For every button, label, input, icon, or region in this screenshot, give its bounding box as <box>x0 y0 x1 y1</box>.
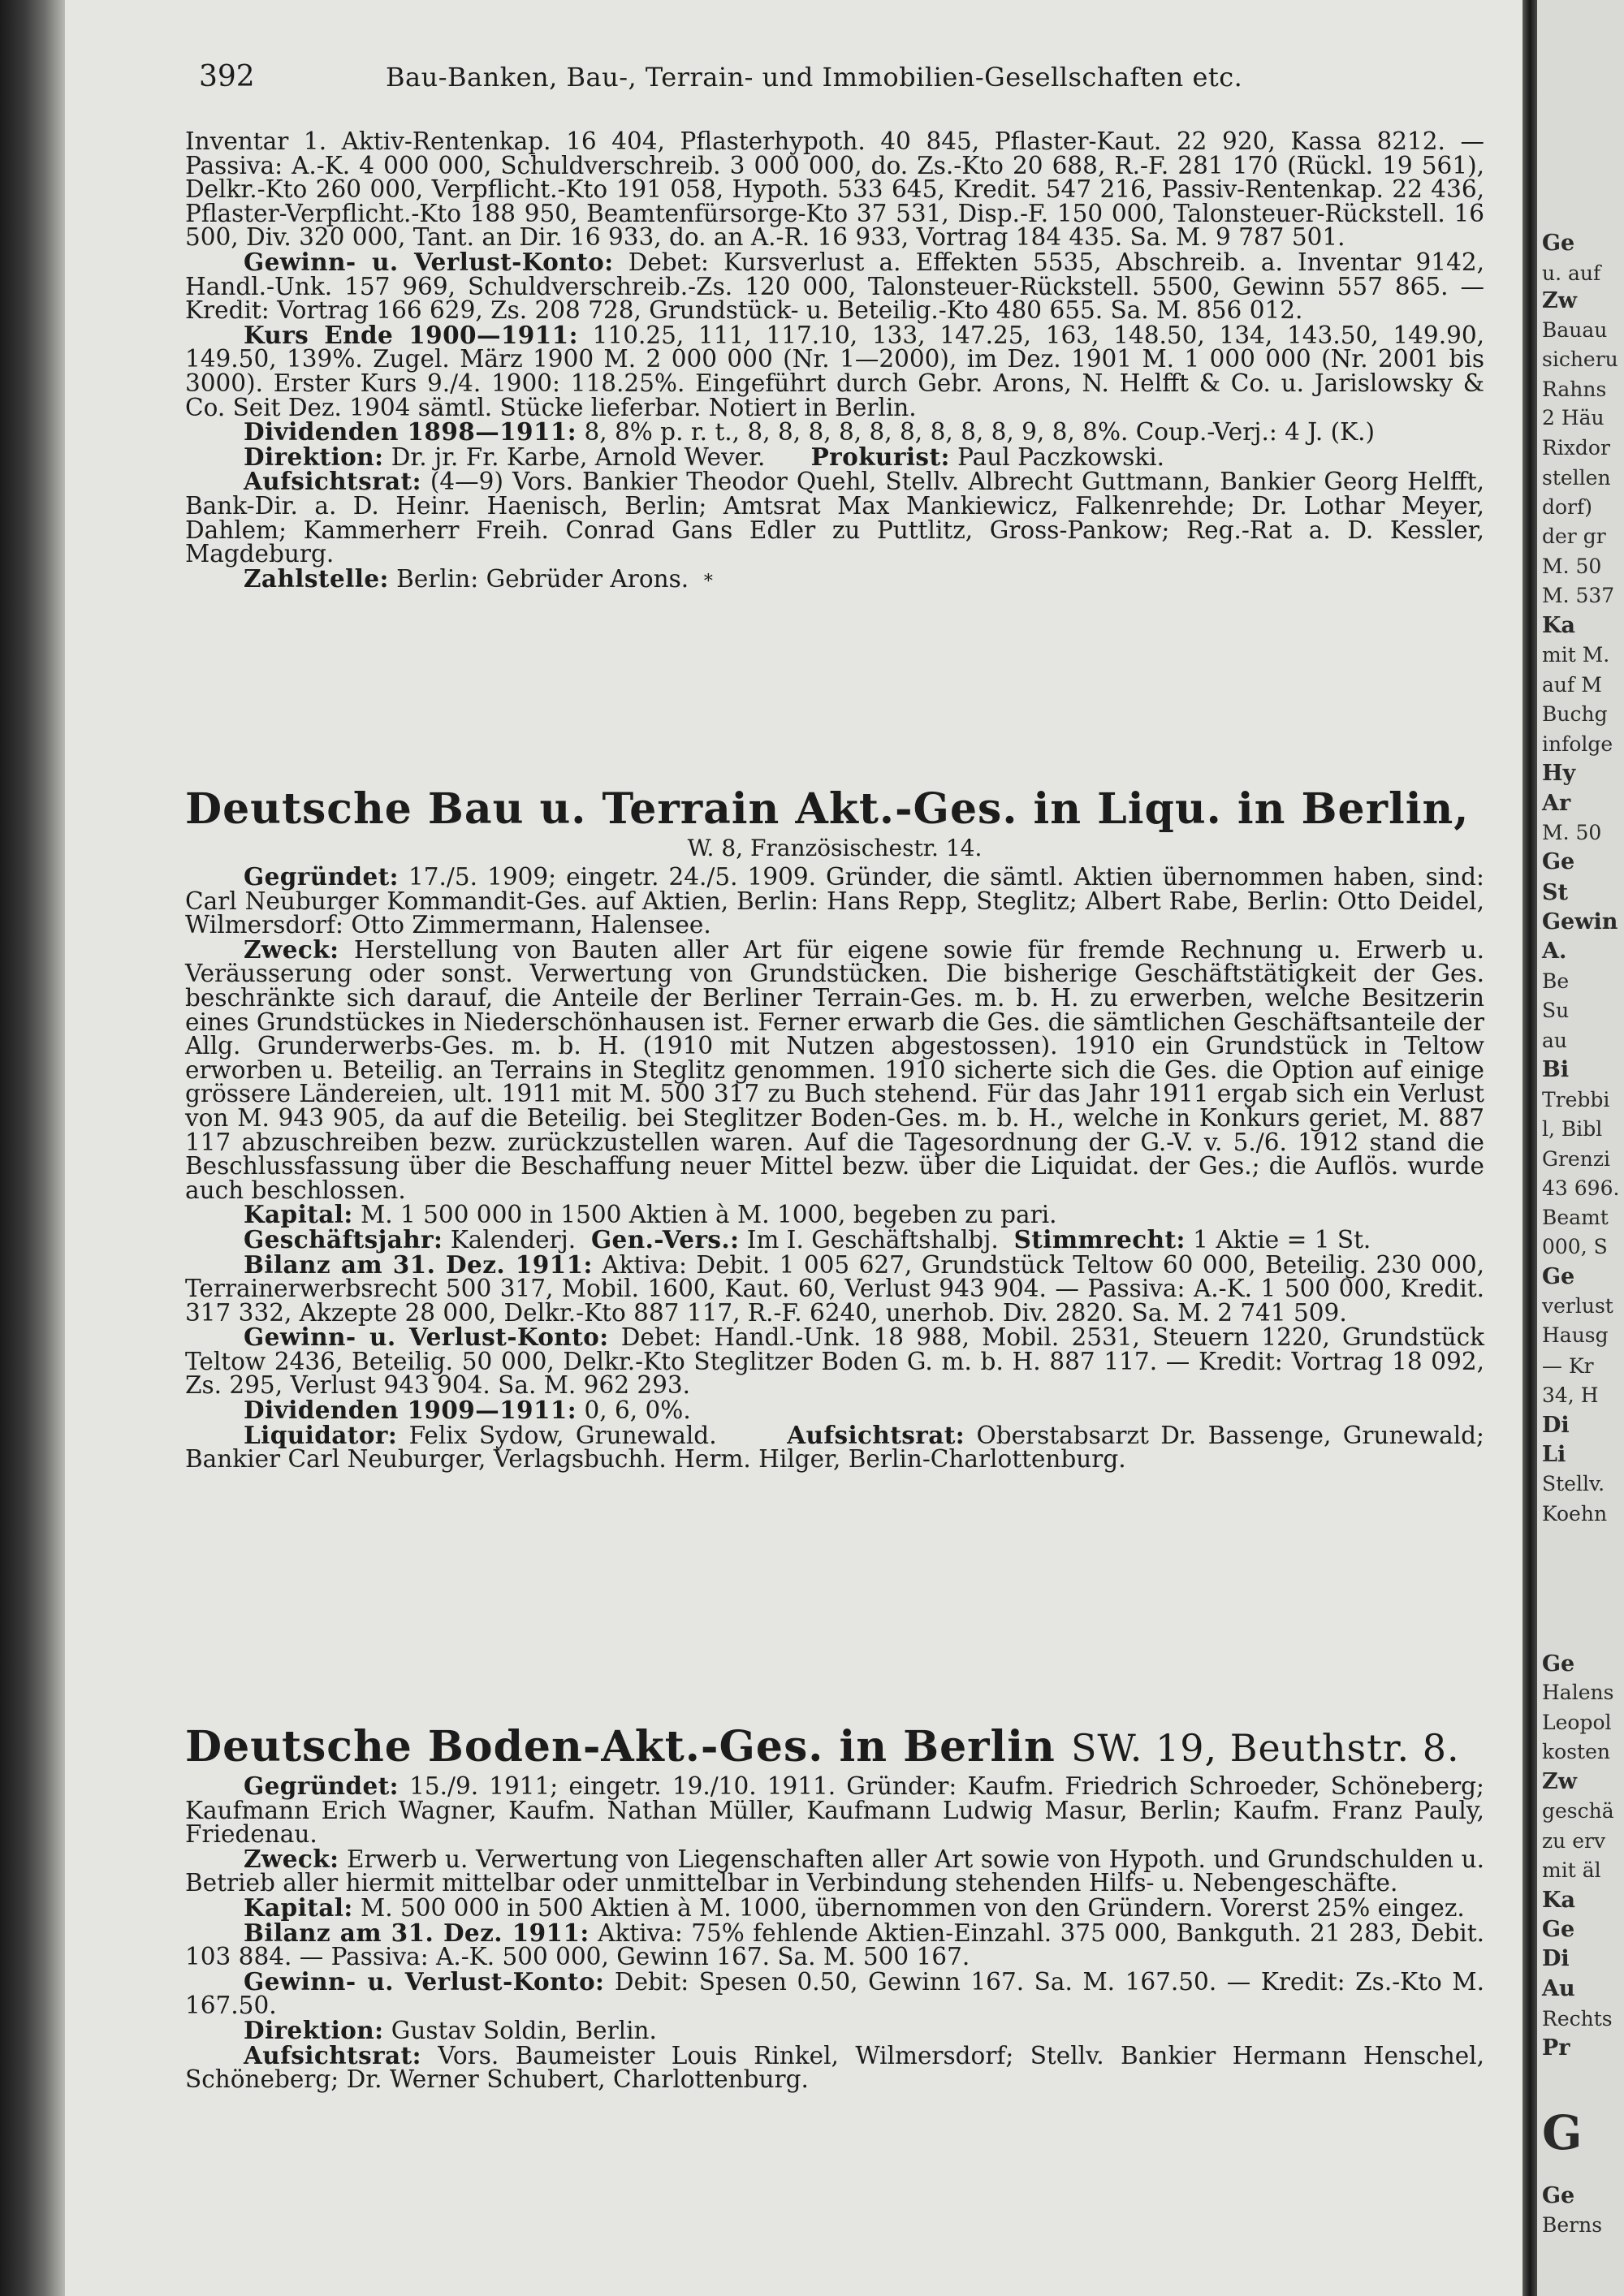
balance-sheet-paragraph: Bilanz am 31. Dez. 1911: Aktiva: Debit. 1 005 627, Grundstück Teltow 60 000, Beteilig. 230 000, Terrainerwerbsrecht 500 317, Mobil. 1600, Kaut. 60, Verlust 943 904. — Passiva: A.-K. 1 500 000, Kredit. 317 332, Akzepte 28 000, Delkr.-Kto 887 117, R.-F. 6240, unerhob. Div. 2820. Sa. M. 2 741 509. <box>185 1249 1484 1327</box>
supervisory-board-paragraph: Aufsichtsrat: Vors. Baumeister Louis Rinkel, Wilmersdorf; Stellv. Bankier Hermann Henschel, Schöneberg; Dr. Werner Schubert, Charlottenburg. <box>185 2040 1484 2094</box>
adjacent-page-strip <box>1537 0 1624 2296</box>
balance-continuation: Inventar 1. Aktiv-Rentenkap. 16 404, Pflasterhypoth. 40 845, Pflaster-Kaut. 22 920, Kassa 8212. — Passiva: A.-K. 4 000 000, Schuldverschreib. 3 000 000, do. Zs.-Kto 20 688, R.-F. 281 170 (Rückl. 19 561), Delkr.-Kto 260 000, Verpflicht.-Kto 191 058, Hypoth. 533 645, Kredit. 547 216, Passiv-Rentenkap. 22 436, Pflaster-Verpflicht.-Kto 188 950, Beamtenfürsorge-Kto 37 531, Disp.-F. 150 000, Talonsteuer-Rückstell. 16 500, Div. 320 000, Tant. an Dir. 16 933, do. an A.-R. 16 933, Vortrag 184 435. Sa. M. 9 787 501. <box>185 127 1484 252</box>
adjacent-page-fragment: dorf) <box>1542 495 1593 519</box>
adjacent-page-fragment: Zw <box>1542 288 1577 313</box>
liquidator-paragraph: Liquidator: Felix Sydow, Grunewald. Aufsichtsrat: Oberstabsarzt Dr. Bassenge, Grunewald; Bankier Carl Neuburger, Verlagsbuchh. Herm. Hilger, Berlin-Charlottenburg. <box>185 1420 1484 1474</box>
page-gutter <box>1522 0 1537 2296</box>
adjacent-page-fragment: A. <box>1542 939 1567 964</box>
adjacent-page-fragment: Ge <box>1542 849 1575 874</box>
fiscal-year-paragraph: Geschäftsjahr: Kalenderj. Gen.-Vers.: Im I. Geschäftshalbj. Stimmrecht: 1 Aktie = 1 St. <box>244 1224 1371 1254</box>
adjacent-page-fragment: Trebbi <box>1542 1088 1610 1111</box>
adjacent-page-fragment: 43 696. <box>1542 1176 1620 1200</box>
purpose-paragraph: Zweck: Herstellung von Bauten aller Art für eigene sowie für fremde Rechnung u. Erwerb u. Veräusserung oder sonst. Verwertung von Grundstücken. Die bisherige Geschäftstätigkeit der Ges. beschränkte sich darauf, die Anteile der Berliner Terrain-Ges. m. b. H. zu erwerben, welche Besitzerin eines Grundstückes in Niederschönhausen ist. Ferner erwarb die Ges. die sämtlichen Geschäftsanteile der Allg. Grunderwerbs-Ges. m. b. H. (1910 mit Nutzen abgestossen). 1910 ein Grundstück in Teltow erworben u. Beteilig. an Terrains in Steglitz genommen. 1910 sicherte sich die Ges. die Option auf einige grössere Ländereien, ult. 1911 mit M. 500 317 zu Buch stehend. Für das Jahr 1911 ergab sich ein Verlust von M. 943 905, da auf die Beteilig. bei Steglitzer Boden-Ges. m. b. H., welche in Konkurs geriet, M. 887 117 abzuschreiben bezw. zurückzustellen waren. Auf die Tagesordnung der G.-V. v. 5./6. 1912 stand die Beschlussfassung über die Beschaffung neuer Mittel bezw. über die Liquidat. der Ges.; die Auflös. wurde auch beschlossen. <box>185 934 1484 1204</box>
entry-deutsche-bau-terrain <box>185 783 1484 1472</box>
adjacent-page-fragment: Su <box>1542 999 1570 1022</box>
company-title: Deutsche Bau u. Terrain Akt.-Ges. in Liqu. in Berlin, <box>185 784 1470 834</box>
founded-paragraph: Gegründet: 15./9. 1911; eingetr. 19./10. 1911. Gründer: Kaufm. Friedrich Schroeder, Schöneberg; Kaufmann Erich Wagner, Kaufm. Nathan Müller, Kaufmann Ludwig Masur, Berlin; Kaufm. Franz Pauly, Friedenau. <box>185 1772 1484 1849</box>
dividends-paragraph: Dividenden 1898—1911: 8, 8% p. r. t., 8, 8, 8, 8, 8, 8, 8, 8, 8, 9, 8, 8%. Coup.-Verj.: 4 J. (K.) <box>244 417 1376 447</box>
adjacent-page-fragment: G <box>1542 2105 1583 2160</box>
paying-agent-paragraph: Zahlstelle: Berlin: Gebrüder Arons. * <box>244 563 713 593</box>
adjacent-page-fragment: mit M. <box>1542 643 1610 667</box>
adjacent-page-fragment: Ar <box>1542 791 1571 816</box>
adjacent-page-fragment: zu erv <box>1542 1829 1606 1853</box>
adjacent-page-fragment: Be <box>1542 969 1570 993</box>
supervisory-board-paragraph: Aufsichtsrat: (4—9) Vors. Bankier Theodor Quehl, Stellv. Albrecht Guttmann, Bankier Georg Helfft, Bank-Dir. a. D. Heinr. Haenisch, Berlin; Amtsrat Max Mankiewicz, Falkenrehde; Dr. Lothar Meyer, Dahlem; Kammerherr Freih. Conrad Gans Edler zu Puttlitz, Gross-Pankow; Reg.-Rat a. D. Kessler, Magdeburg. <box>185 467 1484 568</box>
share-price-paragraph: Kurs Ende 1900—1911: 110.25, 111, 117.10, 133, 147.25, 163, 148.50, 134, 143.50, 149.90, 149.50, 139%. Zugel. März 1900 M. 2 000 000 (Nr. 1—2000), im Dez. 1901 M. 1 000 000 (Nr. 2001 bis 3000). Erster Kurs 9./4. 1900: 118.25%. Eingeführt durch Gebr. Arons, N. Helfft & Co. u. Jarislowsky & Co. Seit Dez. 1904 sämtl. Stücke lieferbar. Notiert in Berlin. <box>185 320 1484 421</box>
adjacent-page-fragment: geschä <box>1542 1799 1614 1823</box>
adjacent-page-fragment: Gewin <box>1542 909 1618 934</box>
adjacent-page-fragment: Koehn <box>1542 1502 1608 1526</box>
adjacent-page-fragment: Pr <box>1542 2035 1570 2061</box>
management-paragraph: Direktion: Gustav Soldin, Berlin. <box>244 2015 657 2044</box>
running-head-title: Bau-Banken, Bau-, Terrain- und Immobilien-Gesellschaften etc. <box>386 62 1243 93</box>
adjacent-page-fragment: kosten <box>1542 1740 1610 1763</box>
adjacent-page-fragment: St <box>1542 880 1568 905</box>
adjacent-page-fragment: Halens <box>1542 1681 1614 1704</box>
adjacent-page-fragment: stellen <box>1542 466 1611 490</box>
adjacent-page-fragment: Buchg <box>1542 702 1608 726</box>
adjacent-page-fragment: 000, S <box>1542 1235 1608 1258</box>
adjacent-page-fragment: der gr <box>1542 524 1606 548</box>
purpose-paragraph: Zweck: Erwerb u. Verwertung von Liegenschaften aller Art sowie von Hypoth. und Grundschulden u. Betrieb aller hiermit mittelbar oder unmittelbar in Verbindung stehenden Hilfs- u. Nebengeschäfte. <box>185 1844 1484 1897</box>
capital-paragraph: Kapital: M. 1 500 000 in 1500 Aktien à M. 1000, begeben zu pari. <box>244 1200 1057 1229</box>
adjacent-page-fragment: verlust <box>1542 1294 1613 1318</box>
adjacent-page-fragment: Di <box>1542 1413 1570 1438</box>
adjacent-page-fragment: M. 537 <box>1542 584 1615 607</box>
adjacent-page-fragment: Au <box>1542 1976 1575 2001</box>
adjacent-page-fragment: Ka <box>1542 1888 1575 1913</box>
adjacent-page-fragment: l, Bibl <box>1542 1117 1603 1141</box>
profit-loss-paragraph: Gewinn- u. Verlust-Konto: Debit: Spesen 0.50, Gewinn 167. Sa. M. 167.50. — Kredit: Zs.-Kto M. 167.50. <box>185 1966 1484 2020</box>
capital-paragraph: Kapital: M. 500 000 in 500 Aktien à M. 1000, übernommen von den Gründern. Vorerst 25% eingez. <box>244 1892 1465 1922</box>
adjacent-page-fragment: Hausg <box>1542 1323 1609 1347</box>
adjacent-page-fragment: M. 50 <box>1542 555 1602 578</box>
adjacent-page-fragment: Leopol <box>1542 1711 1612 1734</box>
adjacent-page-fragment: Hy <box>1542 761 1576 786</box>
page-number: 392 <box>199 60 255 93</box>
profit-loss-paragraph: Gewinn- u. Verlust-Konto: Debet: Handl.-Unk. 18 988, Mobil. 2531, Steuern 1220, Grundstück Teltow 2436, Beteilig. 50 000, Delkr.-Kto Steglitzer Boden G. m. b. H. 887 117. — Kredit: Vortrag 18 092, Zs. 295, Verlust 943 904. Sa. M. 962 293. <box>185 1323 1484 1400</box>
adjacent-page-fragment: mit äl <box>1542 1858 1601 1882</box>
adjacent-page-fragment: Di <box>1542 1946 1570 1971</box>
adjacent-page-fragment: Berns <box>1542 2213 1603 2237</box>
adjacent-page-fragment: infolge <box>1542 732 1613 756</box>
adjacent-page-fragment: Bauau <box>1542 318 1608 342</box>
running-header <box>199 57 1498 97</box>
adjacent-page-fragment: M. 50 <box>1542 821 1602 844</box>
company-address: W. 8, Französischestr. 14. <box>687 835 983 861</box>
management-paragraph: Direktion: Dr. jr. Fr. Karbe, Arnold Wever. Prokurist: Paul Paczkowski. <box>244 442 1164 471</box>
adjacent-page-fragment: Li <box>1542 1442 1566 1467</box>
adjacent-page-fragment: sicheru <box>1542 347 1618 371</box>
adjacent-page-fragment: auf M <box>1542 673 1602 697</box>
balance-sheet-paragraph: Bilanz am 31. Dez. 1911: Aktiva: 75% fehlende Aktien-Einzahl. 375 000, Bankguth. 21 283, Debit. 103 884. — Passiva: A.-K. 500 000, Gewinn 167. Sa. M. 500 167. <box>185 1918 1484 1971</box>
adjacent-page-fragment: u. auf <box>1542 261 1601 285</box>
dividends-paragraph: Dividenden 1909—1911: 0, 6, 0%. <box>244 1396 691 1425</box>
adjacent-page-fragment: Rechts <box>1542 2007 1613 2031</box>
adjacent-page-fragment: Bi <box>1542 1057 1570 1082</box>
continued-entry <box>185 127 1484 593</box>
adjacent-page-fragment: Grenzi <box>1542 1147 1610 1171</box>
entry-deutsche-boden <box>185 1721 1484 2092</box>
adjacent-page-fragment: Ge <box>1542 1264 1575 1289</box>
adjacent-page-fragment: Ge <box>1542 1651 1575 1677</box>
adjacent-page-fragment: Stellv. <box>1542 1472 1605 1495</box>
company-address: SW. 19, Beuthstr. 8. <box>1070 1726 1460 1770</box>
founded-paragraph: Gegründet: 17./5. 1909; eingetr. 24./5. 1909. Gründer, die sämtl. Aktien übernommen haben, sind: Carl Neuburger Kommandit-Ges. auf Aktien, Berlin: Hans Repp, Steglitz; Albert Rabe, Berlin: Otto Deidel, Wilmersdorf: Otto Zimmermann, Halensee. <box>185 862 1484 939</box>
adjacent-page-fragment: 2 Häu <box>1542 406 1605 429</box>
adjacent-page-fragment: 34, H <box>1542 1383 1599 1407</box>
adjacent-page-fragment: Ge <box>1542 2183 1575 2208</box>
adjacent-page-fragment: Zw <box>1542 1769 1577 1794</box>
adjacent-page-fragment: Rahns <box>1542 378 1607 401</box>
adjacent-page-fragment: Rixdor <box>1542 436 1610 460</box>
adjacent-page-fragment: Ka <box>1542 613 1575 638</box>
company-title: Deutsche Boden-Akt.-Ges. in Berlin SW. 19, Beuthstr. 8. <box>185 1722 1460 1772</box>
asterisk-mark: * <box>703 571 713 592</box>
adjacent-page-fragment: au <box>1542 1029 1568 1052</box>
profit-loss-paragraph: Gewinn- u. Verlust-Konto: Debet: Kursverlust a. Effekten 5535, Abschreib. a. Inventar 9142, Handl.-Unk. 157 969, Schuldverschreib.-Zs. 120 000, Talonsteuer-Rückstell. 5500, Gewinn 557 865. — Kredit: Vortrag 166 629, Zs. 208 728, Grundstück- u. Beteilig.-Kto 480 655. Sa. M. 856 012. <box>185 247 1484 325</box>
adjacent-page-fragment: Beamt <box>1542 1206 1609 1229</box>
book-spine-shadow <box>0 0 65 2296</box>
adjacent-page-fragment: Ge <box>1542 1917 1575 1942</box>
adjacent-page-fragment: Ge <box>1542 231 1575 256</box>
adjacent-page-fragment: — Kr <box>1542 1354 1594 1378</box>
